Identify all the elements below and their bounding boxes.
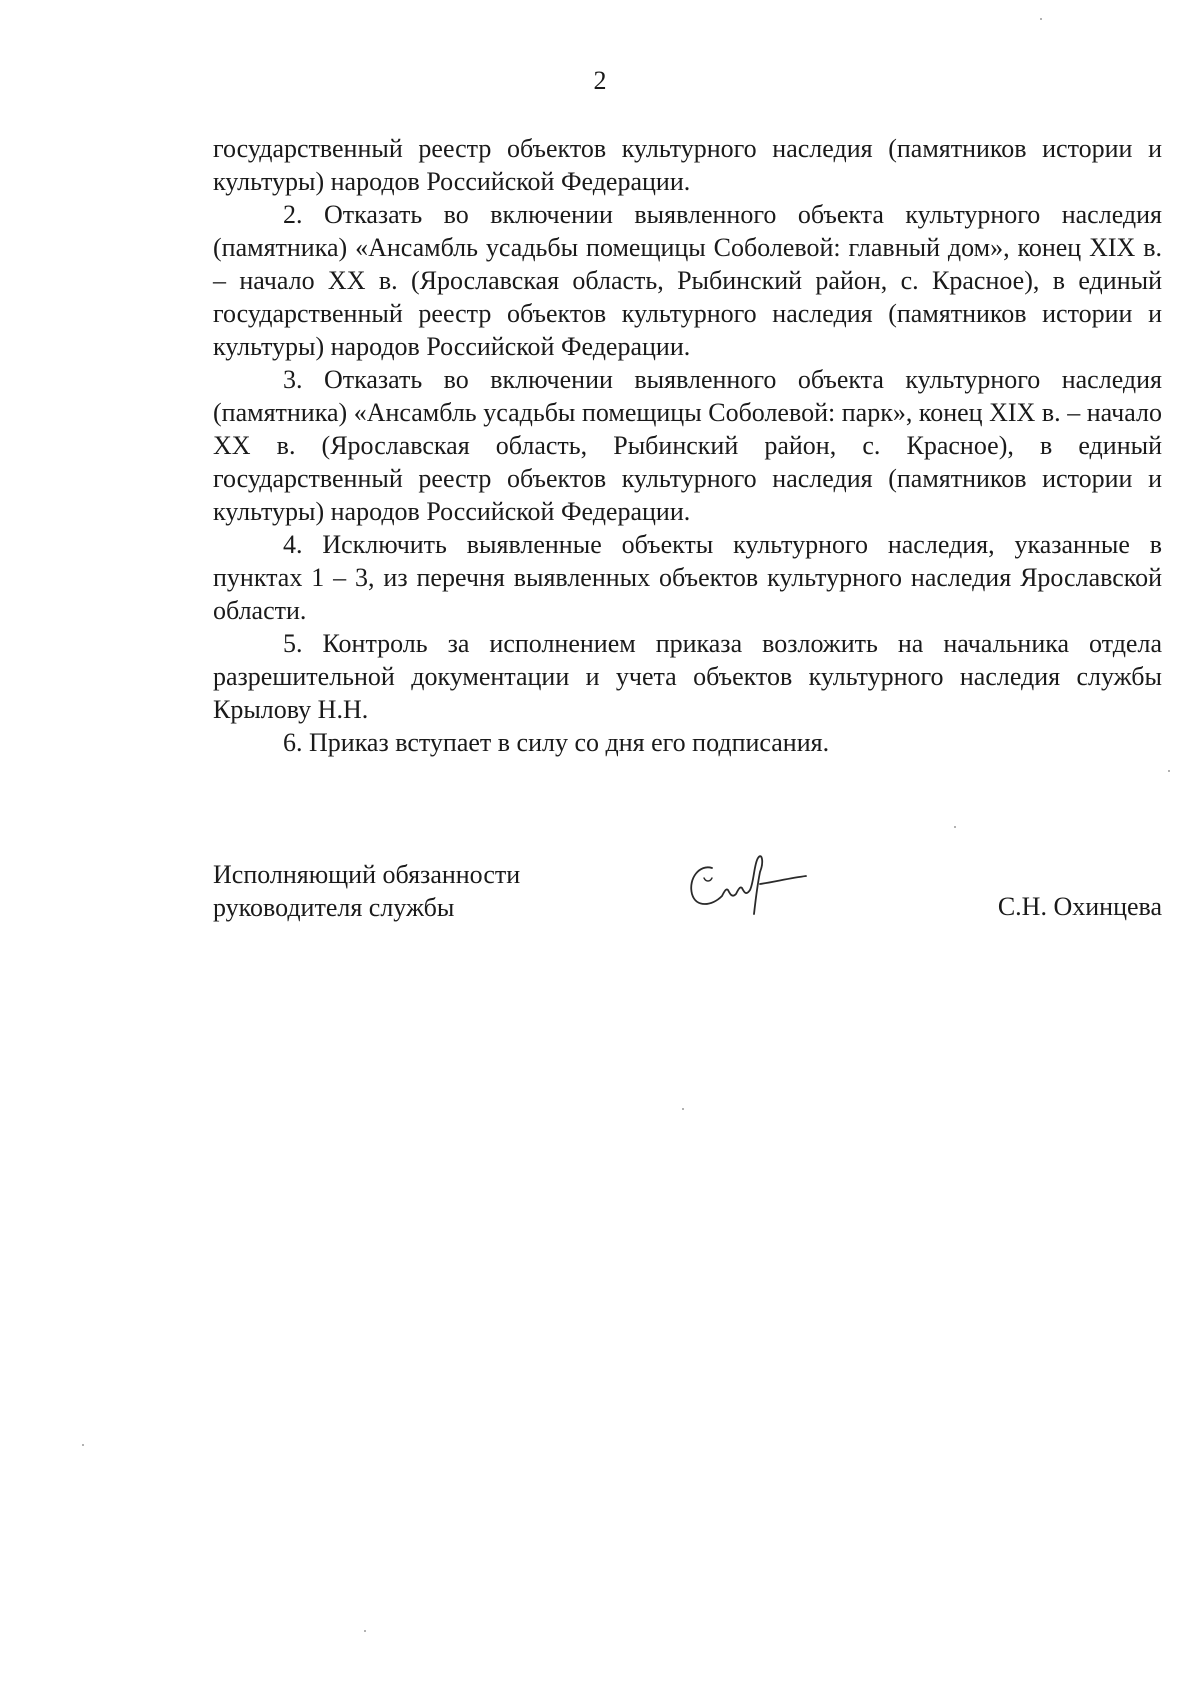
signatory-position xyxy=(213,858,520,924)
scan-speck xyxy=(82,1444,84,1446)
page-number: 2 xyxy=(593,66,607,95)
scan-speck xyxy=(1040,18,1042,20)
paragraph-continuation: государственный реестр объектов культурного наследия (памятников истории и культуры) народов Российской Федерации. xyxy=(213,134,1162,196)
signature-drawing xyxy=(682,838,812,928)
paragraph-item-2: 2. Отказать во включении выявленного объекта культурного наследия (памятника) «Ансамбль усадьбы помещицы Соболевой: главный дом», конец XIX в. – начало XX в. (Ярославская область, Рыбинский район, с. Красное), в единый государственный реестр объектов культурного наследия (памятников истории и культуры) народов Российской Федерации. xyxy=(213,200,1162,361)
document-body xyxy=(213,132,1162,759)
scan-speck xyxy=(364,1630,366,1632)
paragraph-item-6: 6. Приказ вступает в силу со дня его подписания. xyxy=(283,728,830,757)
scan-speck xyxy=(954,826,956,828)
signatory-position-line-2: руководителя службы xyxy=(213,893,455,922)
paragraph-item-3: 3. Отказать во включении выявленного объекта культурного наследия (памятника) «Ансамбль усадьбы помещицы Соболевой: парк», конец XIX в. – начало XX в. (Ярославская область, Рыбинский район, с. Красное), в единый государственный реестр объектов культурного наследия (памятников истории и культуры) народов Российской Федерации. xyxy=(213,365,1162,526)
signatory-position-line-1: Исполняющий обязанности xyxy=(213,860,521,889)
scan-speck xyxy=(1168,770,1170,772)
paragraph-item-5: 5. Контроль за исполнением приказа возложить на начальника отдела разрешительной документации и учета объектов культурного наследия службы Крылову Н.Н. xyxy=(213,629,1162,724)
scan-speck xyxy=(682,1108,684,1110)
signatory-name: С.Н. Охинцева xyxy=(997,892,1162,921)
paragraph-item-4: 4. Исключить выявленные объекты культурного наследия, указанные в пунктах 1 – 3, из перечня выявленных объектов культурного наследия Ярославской области. xyxy=(213,530,1162,625)
handwritten-signature xyxy=(682,838,812,928)
